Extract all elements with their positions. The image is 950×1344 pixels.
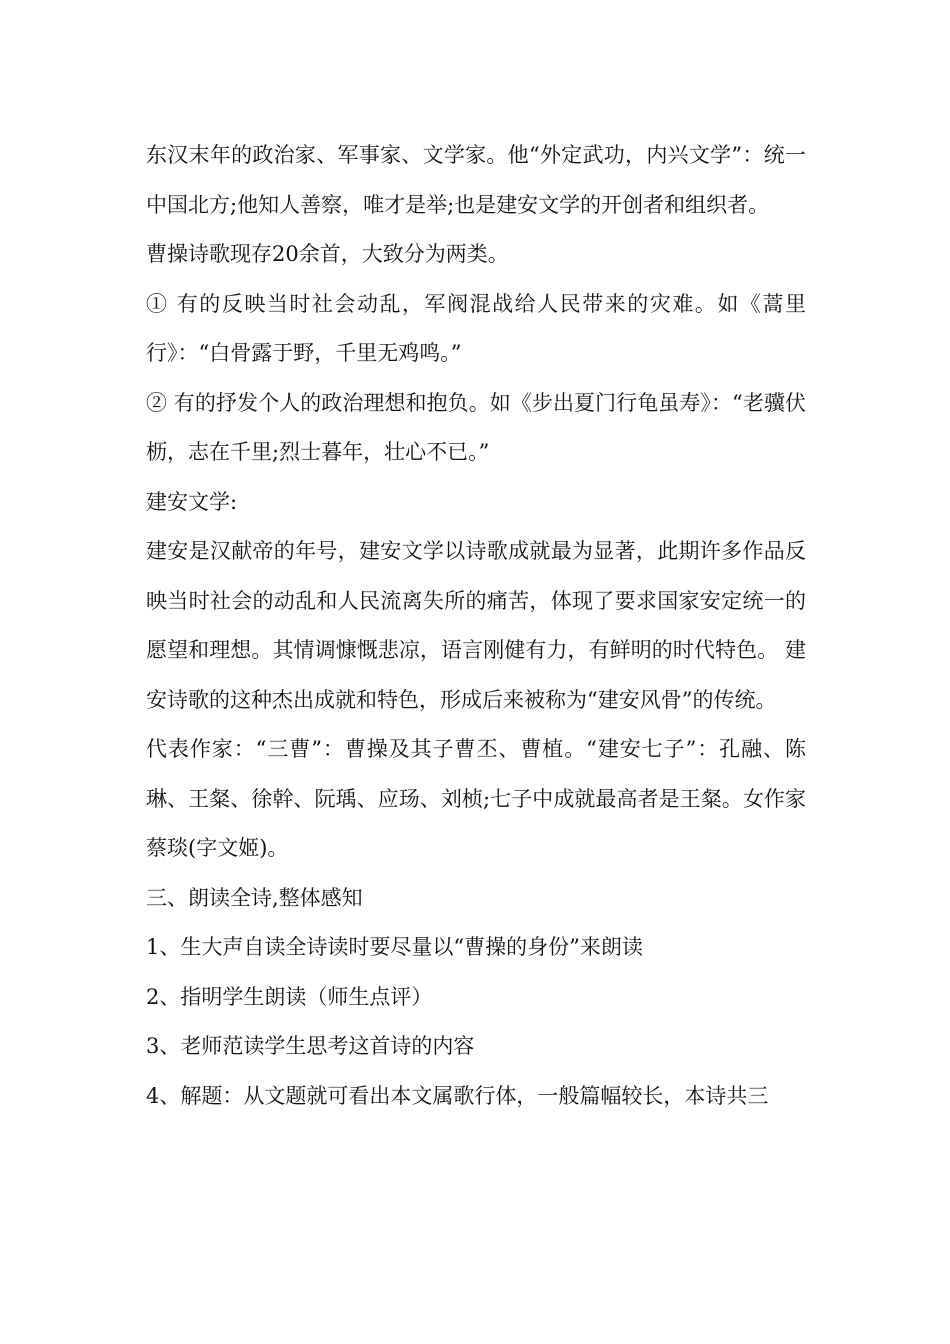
paragraph-representative-writers: 代表作家：“三曹”：曹操及其子曹丕、曹植。“建安七子”：孔融、陈琳、王粲、徐幹、阮瑀、应玚、刘桢;七子中成就最高者是王粲。女作家蔡琰(字文姬)。 bbox=[146, 737, 806, 860]
list-item-1: 1、生大声自读全诗读时要尽量以“曹操的身份”来朗读 bbox=[146, 935, 643, 959]
list-item-3: 3、老师范读学生思考这首诗的内容 bbox=[146, 1034, 475, 1058]
paragraph-category-2: ② 有的抒发个人的政治理想和抱负。如《步出夏门行龟虽寿》：“老骥伏枥，志在千里;烈士暮年，壮心不已。” bbox=[146, 390, 806, 464]
document-body bbox=[146, 131, 806, 1121]
section-heading-jianan: 建安文学: bbox=[146, 489, 238, 514]
paragraph-category-1: ① 有的反映当时社会动乱，军阀混战给人民带来的灾难。如《蒿里行》：“白骨露于野，千里无鸡鸣。” bbox=[146, 291, 806, 365]
section-heading-reading: 三、朗读全诗,整体感知 bbox=[146, 885, 363, 910]
list-item-2: 2、指明学生朗读（师生点评） bbox=[146, 984, 433, 1009]
paragraph-poem-count: 曹操诗歌现存20余首，大致分为两类。 bbox=[146, 242, 509, 266]
paragraph-caocao-intro: 东汉末年的政治家、军事家、文学家。他“外定武功，内兴文学”：统一中国北方;他知人善察，唯才是举;也是建安文学的开创者和组织者。 bbox=[146, 143, 806, 217]
list-item-4: 4、解题：从文题就可看出本文属歌行体，一般篇幅较长，本诗共三 bbox=[146, 1083, 769, 1108]
paragraph-jianan-literature: 建安是汉献帝的年号，建安文学以诗歌成就最为显著，此期许多作品反映当时社会的动乱和人民流离失所的痛苦，体现了要求国家安定统一的愿望和理想。其情调慷慨悲凉，语言刚健有力，有鲜明的时代特色。 建安诗歌的这种杰出成就和特色，形成后来被称为“建安风骨”的传统。 bbox=[146, 539, 806, 712]
